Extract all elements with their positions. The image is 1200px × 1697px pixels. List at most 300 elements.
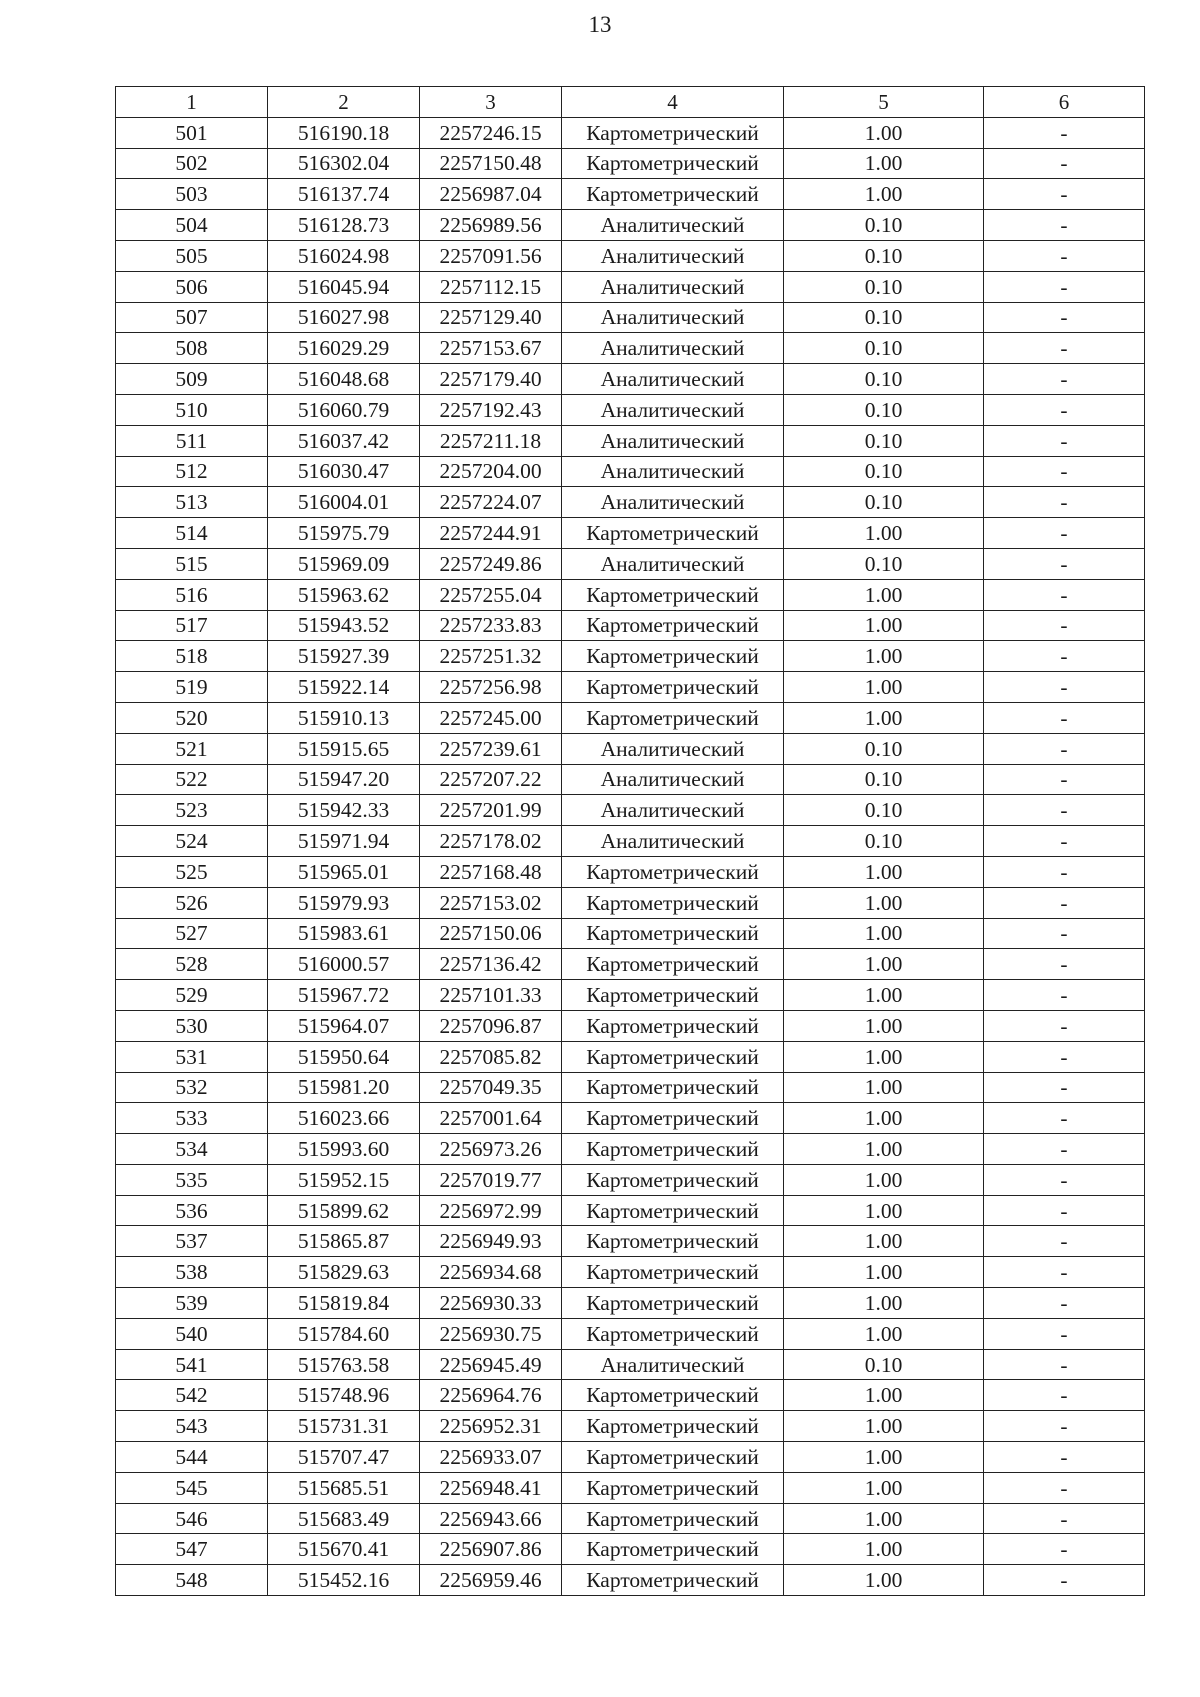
method-cell: Картометрический (562, 1565, 784, 1596)
y-coordinate-cell: 2256952.31 (420, 1411, 562, 1442)
page-number: 13 (588, 12, 612, 37)
note-cell: - (984, 1226, 1145, 1257)
accuracy-cell: 1.00 (784, 918, 984, 949)
point-number-cell: 522 (116, 764, 268, 795)
point-number-cell: 520 (116, 702, 268, 733)
column-header-2: 2 (268, 87, 420, 118)
table-row (116, 548, 1145, 579)
table-row (116, 518, 1145, 549)
table-row (116, 733, 1145, 764)
point-number-cell: 535 (116, 1164, 268, 1195)
accuracy-cell: 1.00 (784, 856, 984, 887)
point-number-cell: 511 (116, 425, 268, 456)
y-coordinate-cell: 2256943.66 (420, 1503, 562, 1534)
method-cell: Аналитический (562, 795, 784, 826)
method-cell: Аналитический (562, 302, 784, 333)
point-number-cell: 546 (116, 1503, 268, 1534)
table-header (116, 87, 1145, 118)
x-coordinate-cell: 516190.18 (268, 117, 420, 148)
point-number-cell: 508 (116, 333, 268, 364)
method-cell: Картометрический (562, 702, 784, 733)
method-cell: Картометрический (562, 856, 784, 887)
point-number-cell: 521 (116, 733, 268, 764)
accuracy-cell: 0.10 (784, 271, 984, 302)
y-coordinate-cell: 2256987.04 (420, 179, 562, 210)
y-coordinate-cell: 2256959.46 (420, 1565, 562, 1596)
y-coordinate-cell: 2256934.68 (420, 1257, 562, 1288)
table-row (116, 425, 1145, 456)
note-cell: - (984, 425, 1145, 456)
accuracy-cell: 1.00 (784, 579, 984, 610)
method-cell: Картометрический (562, 1411, 784, 1442)
x-coordinate-cell: 515452.16 (268, 1565, 420, 1596)
note-cell: - (984, 1442, 1145, 1473)
method-cell: Картометрический (562, 117, 784, 148)
method-cell: Картометрический (562, 672, 784, 703)
y-coordinate-cell: 2256973.26 (420, 1134, 562, 1165)
x-coordinate-cell: 516000.57 (268, 949, 420, 980)
note-cell: - (984, 394, 1145, 425)
x-coordinate-cell: 516030.47 (268, 456, 420, 487)
point-number-cell: 510 (116, 394, 268, 425)
table-row (116, 1288, 1145, 1319)
note-cell: - (984, 1134, 1145, 1165)
method-cell: Картометрический (562, 179, 784, 210)
table-row (116, 795, 1145, 826)
x-coordinate-cell: 515915.65 (268, 733, 420, 764)
method-cell: Картометрический (562, 887, 784, 918)
note-cell: - (984, 456, 1145, 487)
x-coordinate-cell: 515763.58 (268, 1349, 420, 1380)
x-coordinate-cell: 516024.98 (268, 240, 420, 271)
method-cell: Картометрический (562, 1257, 784, 1288)
x-coordinate-cell: 515670.41 (268, 1534, 420, 1565)
x-coordinate-cell: 516137.74 (268, 179, 420, 210)
y-coordinate-cell: 2257249.86 (420, 548, 562, 579)
note-cell: - (984, 518, 1145, 549)
note-cell: - (984, 1565, 1145, 1596)
table-row (116, 1534, 1145, 1565)
method-cell: Картометрический (562, 579, 784, 610)
method-cell: Аналитический (562, 394, 784, 425)
y-coordinate-cell: 2257136.42 (420, 949, 562, 980)
accuracy-cell: 0.10 (784, 826, 984, 857)
x-coordinate-cell: 515950.64 (268, 1041, 420, 1072)
point-number-cell: 544 (116, 1442, 268, 1473)
table-row (116, 1442, 1145, 1473)
y-coordinate-cell: 2257085.82 (420, 1041, 562, 1072)
point-number-cell: 536 (116, 1195, 268, 1226)
table-row (116, 179, 1145, 210)
y-coordinate-cell: 2257201.99 (420, 795, 562, 826)
method-cell: Аналитический (562, 487, 784, 518)
accuracy-cell: 0.10 (784, 333, 984, 364)
table-row (116, 333, 1145, 364)
column-header-1: 1 (116, 87, 268, 118)
point-number-cell: 526 (116, 887, 268, 918)
method-cell: Картометрический (562, 1503, 784, 1534)
y-coordinate-cell: 2257049.35 (420, 1072, 562, 1103)
y-coordinate-cell: 2257168.48 (420, 856, 562, 887)
table-row (116, 1041, 1145, 1072)
point-number-cell: 529 (116, 980, 268, 1011)
point-number-cell: 501 (116, 117, 268, 148)
method-cell: Аналитический (562, 1349, 784, 1380)
point-number-cell: 538 (116, 1257, 268, 1288)
table-row (116, 1072, 1145, 1103)
accuracy-cell: 0.10 (784, 394, 984, 425)
x-coordinate-cell: 516302.04 (268, 148, 420, 179)
accuracy-cell: 1.00 (784, 1565, 984, 1596)
accuracy-cell: 0.10 (784, 456, 984, 487)
note-cell: - (984, 764, 1145, 795)
note-cell: - (984, 1072, 1145, 1103)
table-row (116, 1134, 1145, 1165)
accuracy-cell: 1.00 (784, 1010, 984, 1041)
x-coordinate-cell: 515975.79 (268, 518, 420, 549)
accuracy-cell: 0.10 (784, 487, 984, 518)
accuracy-cell: 1.00 (784, 1380, 984, 1411)
note-cell: - (984, 1041, 1145, 1072)
point-number-cell: 507 (116, 302, 268, 333)
note-cell: - (984, 1164, 1145, 1195)
x-coordinate-cell: 515967.72 (268, 980, 420, 1011)
note-cell: - (984, 887, 1145, 918)
table-row (116, 1318, 1145, 1349)
y-coordinate-cell: 2257251.32 (420, 641, 562, 672)
x-coordinate-cell: 515829.63 (268, 1257, 420, 1288)
x-coordinate-cell: 516004.01 (268, 487, 420, 518)
y-coordinate-cell: 2257246.15 (420, 117, 562, 148)
table-row (116, 240, 1145, 271)
y-coordinate-cell: 2256945.49 (420, 1349, 562, 1380)
method-cell: Картометрический (562, 1226, 784, 1257)
y-coordinate-cell: 2257019.77 (420, 1164, 562, 1195)
note-cell: - (984, 179, 1145, 210)
accuracy-cell: 1.00 (784, 1164, 984, 1195)
table-row (116, 826, 1145, 857)
note-cell: - (984, 1010, 1145, 1041)
x-coordinate-cell: 516128.73 (268, 210, 420, 241)
table-row (116, 1164, 1145, 1195)
point-number-cell: 514 (116, 518, 268, 549)
method-cell: Аналитический (562, 733, 784, 764)
y-coordinate-cell: 2257239.61 (420, 733, 562, 764)
point-number-cell: 502 (116, 148, 268, 179)
x-coordinate-cell: 515922.14 (268, 672, 420, 703)
y-coordinate-cell: 2257153.67 (420, 333, 562, 364)
table-row (116, 1257, 1145, 1288)
method-cell: Картометрический (562, 1380, 784, 1411)
table-row (116, 1349, 1145, 1380)
method-cell: Аналитический (562, 425, 784, 456)
accuracy-cell: 1.00 (784, 179, 984, 210)
note-cell: - (984, 1472, 1145, 1503)
y-coordinate-cell: 2257178.02 (420, 826, 562, 857)
table-row (116, 579, 1145, 610)
point-number-cell: 534 (116, 1134, 268, 1165)
note-cell: - (984, 610, 1145, 641)
x-coordinate-cell: 516023.66 (268, 1103, 420, 1134)
point-number-cell: 527 (116, 918, 268, 949)
header-row (116, 87, 1145, 118)
table-row (116, 210, 1145, 241)
table-row (116, 271, 1145, 302)
x-coordinate-cell: 516027.98 (268, 302, 420, 333)
y-coordinate-cell: 2256930.33 (420, 1288, 562, 1319)
x-coordinate-cell: 515971.94 (268, 826, 420, 857)
x-coordinate-cell: 515685.51 (268, 1472, 420, 1503)
method-cell: Аналитический (562, 271, 784, 302)
y-coordinate-cell: 2257150.48 (420, 148, 562, 179)
accuracy-cell: 1.00 (784, 1072, 984, 1103)
table-row (116, 1411, 1145, 1442)
x-coordinate-cell: 515865.87 (268, 1226, 420, 1257)
note-cell: - (984, 333, 1145, 364)
x-coordinate-cell: 516029.29 (268, 333, 420, 364)
x-coordinate-cell: 515910.13 (268, 702, 420, 733)
x-coordinate-cell: 515899.62 (268, 1195, 420, 1226)
y-coordinate-cell: 2257211.18 (420, 425, 562, 456)
coordinates-table (115, 86, 1145, 1596)
note-cell: - (984, 1257, 1145, 1288)
y-coordinate-cell: 2257224.07 (420, 487, 562, 518)
y-coordinate-cell: 2257256.98 (420, 672, 562, 703)
x-coordinate-cell: 515943.52 (268, 610, 420, 641)
accuracy-cell: 1.00 (784, 1226, 984, 1257)
point-number-cell: 505 (116, 240, 268, 271)
y-coordinate-cell: 2257153.02 (420, 887, 562, 918)
table-row (116, 764, 1145, 795)
accuracy-cell: 0.10 (784, 548, 984, 579)
table-row (116, 487, 1145, 518)
note-cell: - (984, 949, 1145, 980)
accuracy-cell: 1.00 (784, 1534, 984, 1565)
method-cell: Картометрический (562, 518, 784, 549)
y-coordinate-cell: 2256948.41 (420, 1472, 562, 1503)
accuracy-cell: 1.00 (784, 518, 984, 549)
table-row (116, 949, 1145, 980)
method-cell: Картометрический (562, 1103, 784, 1134)
note-cell: - (984, 1288, 1145, 1319)
table-row (116, 1472, 1145, 1503)
table-row (116, 1103, 1145, 1134)
method-cell: Аналитический (562, 210, 784, 241)
table-row (116, 364, 1145, 395)
note-cell: - (984, 672, 1145, 703)
accuracy-cell: 1.00 (784, 1257, 984, 1288)
accuracy-cell: 1.00 (784, 1288, 984, 1319)
accuracy-cell: 1.00 (784, 148, 984, 179)
note-cell: - (984, 733, 1145, 764)
x-coordinate-cell: 515981.20 (268, 1072, 420, 1103)
method-cell: Аналитический (562, 456, 784, 487)
note-cell: - (984, 1195, 1145, 1226)
method-cell: Аналитический (562, 826, 784, 857)
method-cell: Картометрический (562, 1442, 784, 1473)
note-cell: - (984, 148, 1145, 179)
x-coordinate-cell: 515784.60 (268, 1318, 420, 1349)
accuracy-cell: 0.10 (784, 795, 984, 826)
point-number-cell: 541 (116, 1349, 268, 1380)
point-number-cell: 509 (116, 364, 268, 395)
x-coordinate-cell: 516048.68 (268, 364, 420, 395)
table-row (116, 1226, 1145, 1257)
note-cell: - (984, 302, 1145, 333)
table-row (116, 1010, 1145, 1041)
note-cell: - (984, 826, 1145, 857)
table-row (116, 302, 1145, 333)
note-cell: - (984, 795, 1145, 826)
x-coordinate-cell: 515964.07 (268, 1010, 420, 1041)
accuracy-cell: 1.00 (784, 1103, 984, 1134)
accuracy-cell: 0.10 (784, 302, 984, 333)
method-cell: Картометрический (562, 1164, 784, 1195)
point-number-cell: 525 (116, 856, 268, 887)
y-coordinate-cell: 2257150.06 (420, 918, 562, 949)
x-coordinate-cell: 515683.49 (268, 1503, 420, 1534)
point-number-cell: 519 (116, 672, 268, 703)
point-number-cell: 524 (116, 826, 268, 857)
note-cell: - (984, 641, 1145, 672)
note-cell: - (984, 1411, 1145, 1442)
note-cell: - (984, 364, 1145, 395)
x-coordinate-cell: 515969.09 (268, 548, 420, 579)
table-row (116, 702, 1145, 733)
x-coordinate-cell: 515707.47 (268, 1442, 420, 1473)
note-cell: - (984, 271, 1145, 302)
note-cell: - (984, 918, 1145, 949)
point-number-cell: 532 (116, 1072, 268, 1103)
table-row (116, 1565, 1145, 1596)
x-coordinate-cell: 515927.39 (268, 641, 420, 672)
y-coordinate-cell: 2257204.00 (420, 456, 562, 487)
y-coordinate-cell: 2256949.93 (420, 1226, 562, 1257)
method-cell: Картометрический (562, 1010, 784, 1041)
method-cell: Аналитический (562, 364, 784, 395)
table-row (116, 148, 1145, 179)
method-cell: Картометрический (562, 1134, 784, 1165)
accuracy-cell: 1.00 (784, 702, 984, 733)
note-cell: - (984, 1318, 1145, 1349)
method-cell: Картометрический (562, 980, 784, 1011)
note-cell: - (984, 210, 1145, 241)
accuracy-cell: 1.00 (784, 1442, 984, 1473)
y-coordinate-cell: 2256964.76 (420, 1380, 562, 1411)
x-coordinate-cell: 515979.93 (268, 887, 420, 918)
method-cell: Аналитический (562, 333, 784, 364)
column-header-4: 4 (562, 87, 784, 118)
point-number-cell: 539 (116, 1288, 268, 1319)
accuracy-cell: 0.10 (784, 210, 984, 241)
note-cell: - (984, 240, 1145, 271)
note-cell: - (984, 1534, 1145, 1565)
x-coordinate-cell: 515965.01 (268, 856, 420, 887)
x-coordinate-cell: 515947.20 (268, 764, 420, 795)
point-number-cell: 512 (116, 456, 268, 487)
x-coordinate-cell: 515963.62 (268, 579, 420, 610)
table-row (116, 980, 1145, 1011)
point-number-cell: 547 (116, 1534, 268, 1565)
method-cell: Картометрический (562, 1072, 784, 1103)
note-cell: - (984, 1503, 1145, 1534)
y-coordinate-cell: 2257233.83 (420, 610, 562, 641)
y-coordinate-cell: 2257192.43 (420, 394, 562, 425)
method-cell: Аналитический (562, 240, 784, 271)
accuracy-cell: 1.00 (784, 887, 984, 918)
y-coordinate-cell: 2256907.86 (420, 1534, 562, 1565)
method-cell: Картометрический (562, 148, 784, 179)
accuracy-cell: 1.00 (784, 641, 984, 672)
y-coordinate-cell: 2257255.04 (420, 579, 562, 610)
point-number-cell: 530 (116, 1010, 268, 1041)
note-cell: - (984, 117, 1145, 148)
table-row (116, 918, 1145, 949)
y-coordinate-cell: 2257179.40 (420, 364, 562, 395)
accuracy-cell: 0.10 (784, 364, 984, 395)
point-number-cell: 545 (116, 1472, 268, 1503)
point-number-cell: 517 (116, 610, 268, 641)
y-coordinate-cell: 2257096.87 (420, 1010, 562, 1041)
table-row (116, 394, 1145, 425)
table-row (116, 117, 1145, 148)
table-row (116, 610, 1145, 641)
column-header-3: 3 (420, 87, 562, 118)
note-cell: - (984, 980, 1145, 1011)
method-cell: Картометрический (562, 641, 784, 672)
y-coordinate-cell: 2256972.99 (420, 1195, 562, 1226)
x-coordinate-cell: 515993.60 (268, 1134, 420, 1165)
method-cell: Картометрический (562, 1288, 784, 1319)
note-cell: - (984, 1380, 1145, 1411)
note-cell: - (984, 856, 1145, 887)
point-number-cell: 542 (116, 1380, 268, 1411)
y-coordinate-cell: 2256930.75 (420, 1318, 562, 1349)
table-row (116, 1503, 1145, 1534)
point-number-cell: 528 (116, 949, 268, 980)
point-number-cell: 504 (116, 210, 268, 241)
x-coordinate-cell: 516037.42 (268, 425, 420, 456)
note-cell: - (984, 548, 1145, 579)
point-number-cell: 518 (116, 641, 268, 672)
method-cell: Аналитический (562, 764, 784, 795)
method-cell: Картометрический (562, 949, 784, 980)
point-number-cell: 503 (116, 179, 268, 210)
x-coordinate-cell: 516060.79 (268, 394, 420, 425)
y-coordinate-cell: 2257101.33 (420, 980, 562, 1011)
x-coordinate-cell: 515942.33 (268, 795, 420, 826)
point-number-cell: 543 (116, 1411, 268, 1442)
point-number-cell: 513 (116, 487, 268, 518)
accuracy-cell: 1.00 (784, 1503, 984, 1534)
accuracy-cell: 0.10 (784, 764, 984, 795)
table-row (116, 1380, 1145, 1411)
x-coordinate-cell: 515983.61 (268, 918, 420, 949)
y-coordinate-cell: 2257001.64 (420, 1103, 562, 1134)
y-coordinate-cell: 2256989.56 (420, 210, 562, 241)
point-number-cell: 537 (116, 1226, 268, 1257)
y-coordinate-cell: 2257244.91 (420, 518, 562, 549)
method-cell: Картометрический (562, 1041, 784, 1072)
accuracy-cell: 1.00 (784, 1318, 984, 1349)
y-coordinate-cell: 2257091.56 (420, 240, 562, 271)
table-row (116, 856, 1145, 887)
note-cell: - (984, 1349, 1145, 1380)
method-cell: Аналитический (562, 548, 784, 579)
accuracy-cell: 1.00 (784, 610, 984, 641)
x-coordinate-cell: 515731.31 (268, 1411, 420, 1442)
table-row (116, 641, 1145, 672)
